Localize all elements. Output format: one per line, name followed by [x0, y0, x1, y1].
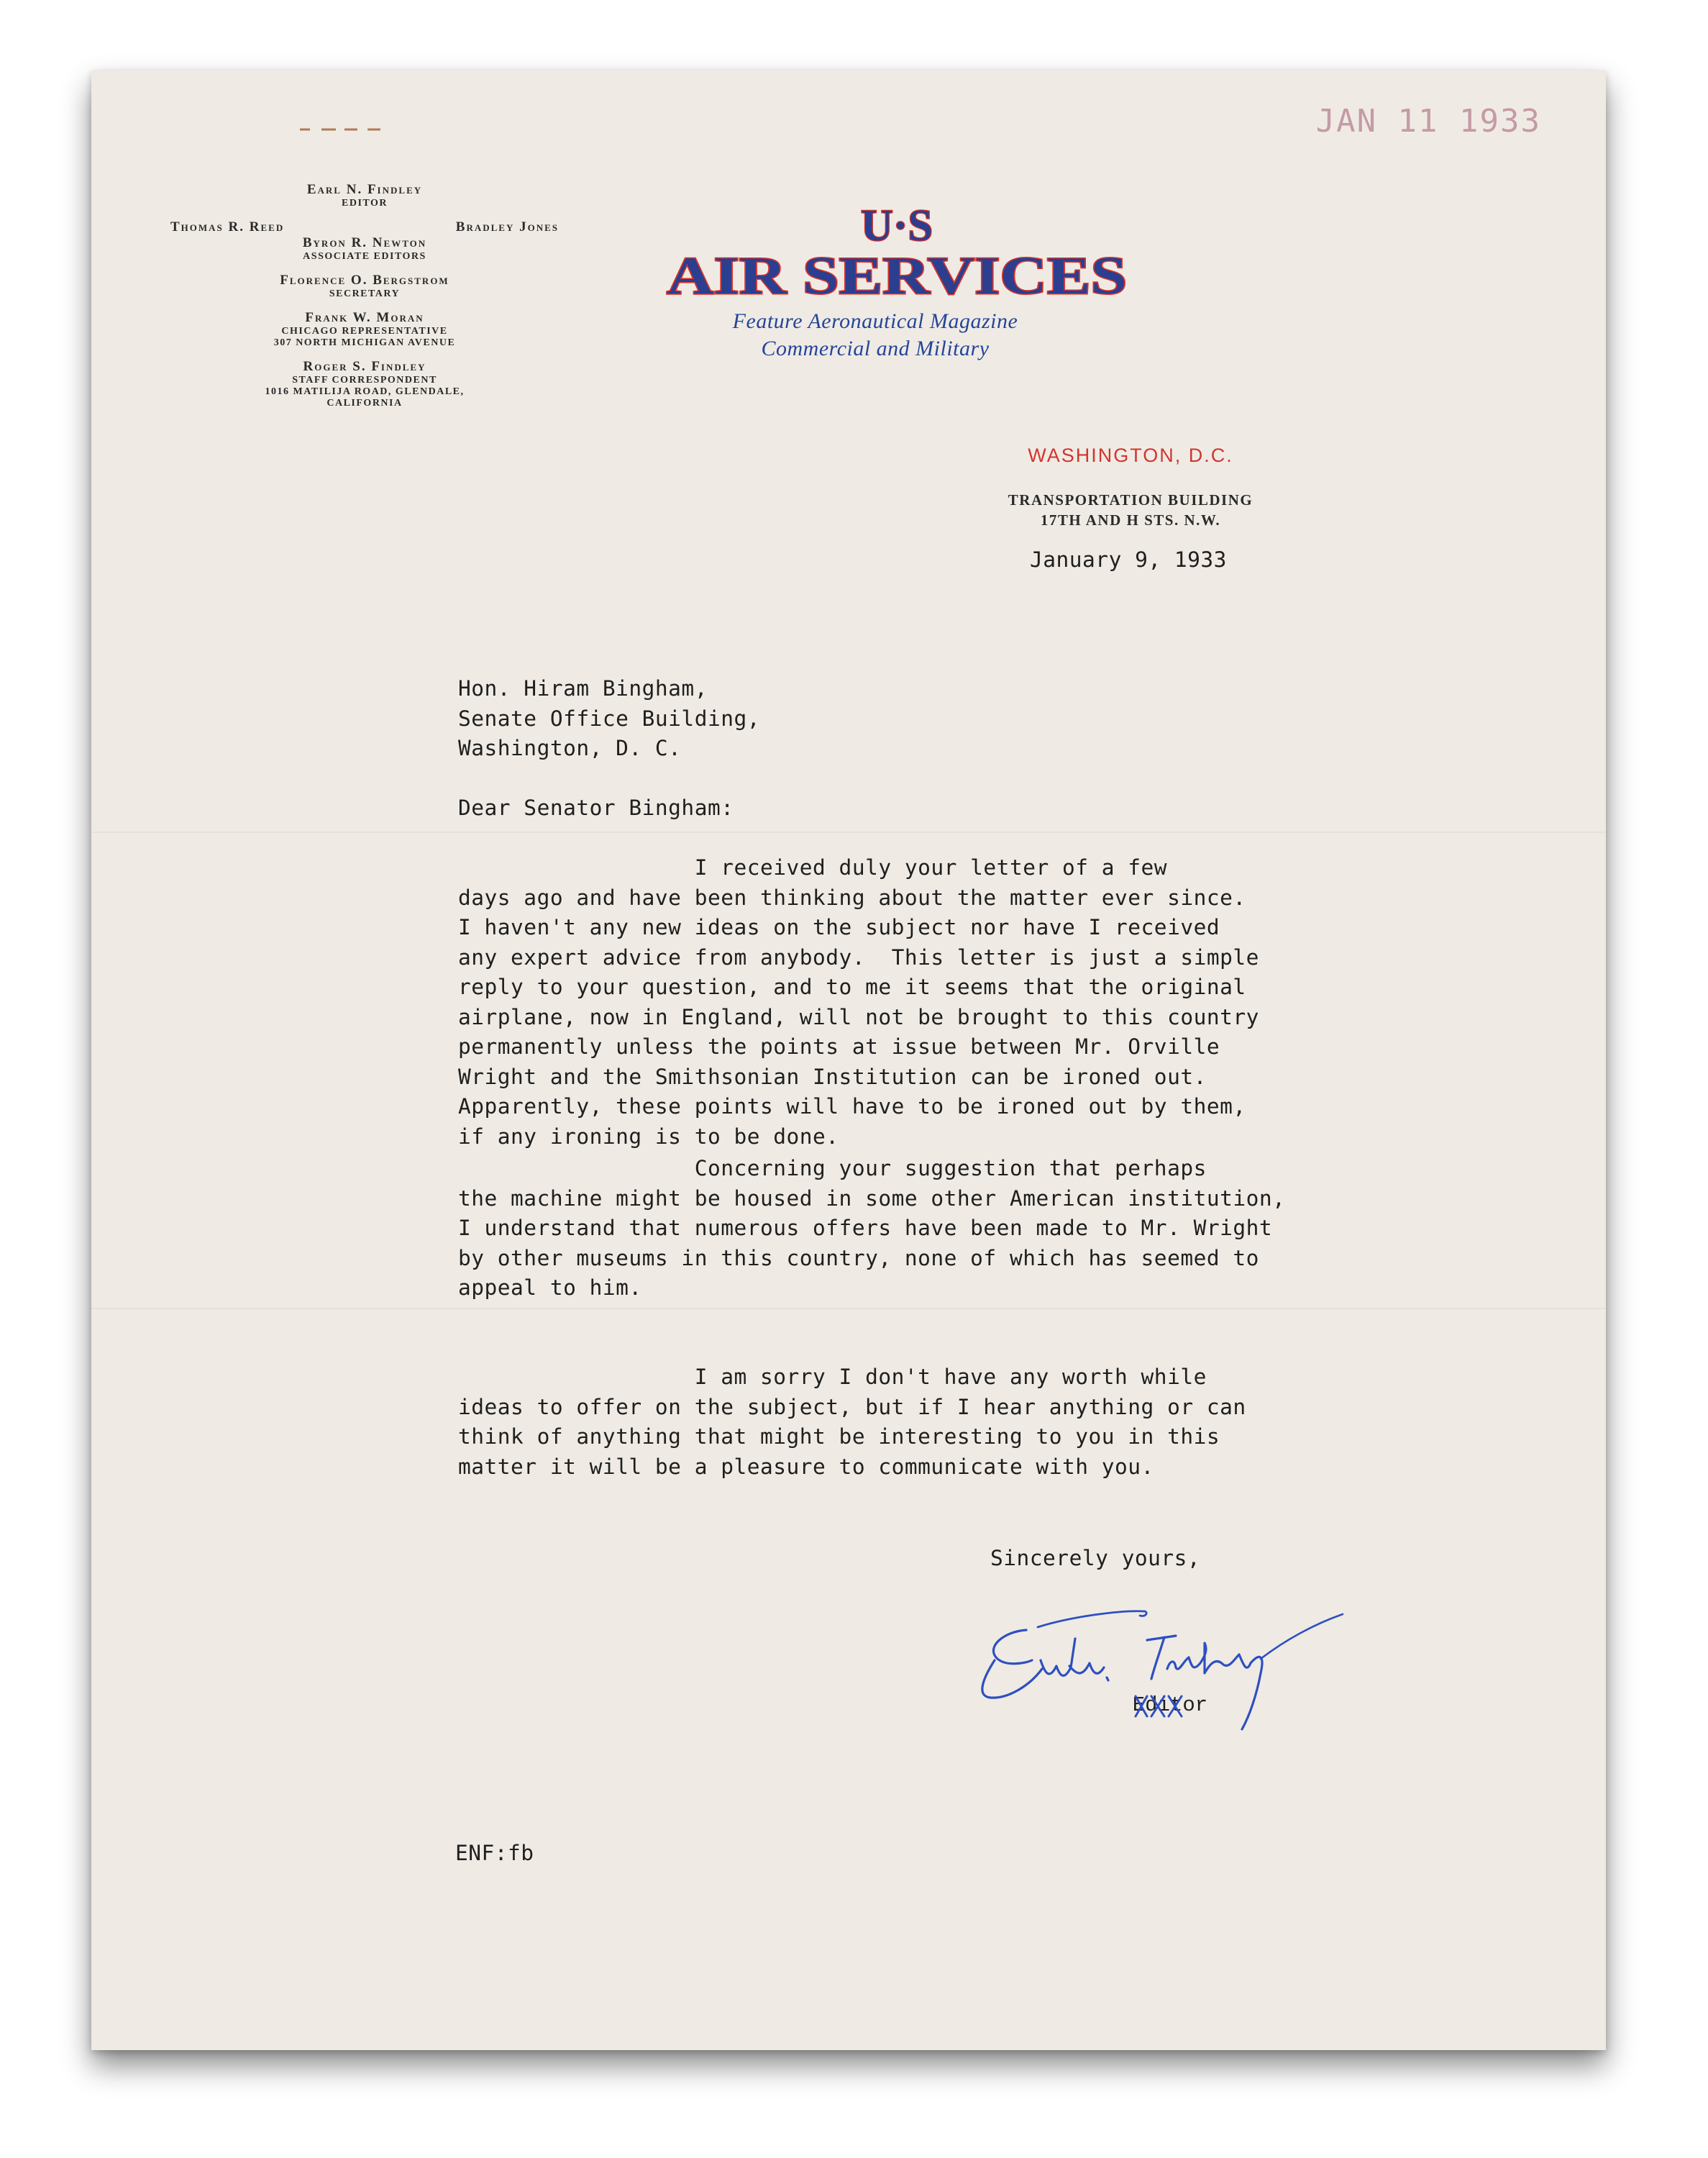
- handwritten-signature: [976, 1588, 1350, 1754]
- body-paragraph: I am sorry I don't have any worth while ideas to offer on the subject, but if I hear anything or can think of anything that might be interesting to you in this matter it will be a pleasure to communicate with you.: [458, 1365, 1246, 1479]
- associate-editor-name: Byron R. Newton: [302, 235, 427, 250]
- staff-correspondent-address: 1016 MATILIJA ROAD, GLENDALE,: [265, 386, 465, 397]
- associate-editor-name: Thomas R. Reed: [170, 219, 285, 235]
- typed-editor-title: Editor: [1132, 1693, 1208, 1717]
- recipient-address: Hon. Hiram Bingham, Senate Office Building, Washington, D. C.: [458, 676, 760, 760]
- associate-editors-title: ASSOCIATE EDITORS: [303, 250, 426, 262]
- letterhead-city: WASHINGTON, D.C.: [1028, 445, 1233, 466]
- chicago-rep-address: 307 NORTH MICHIGAN AVENUE: [273, 337, 456, 348]
- typist-initials: ENF:fb: [455, 1841, 534, 1865]
- paper-fold-line: [91, 832, 1606, 833]
- logo-tagline: [659, 308, 1091, 362]
- address-line: TRANSPORTATION BUILDING: [1008, 491, 1253, 509]
- salutation: Dear Senator Bingham:: [458, 796, 734, 820]
- chicago-rep-name: Frank W. Moran: [305, 309, 424, 325]
- paper-fold-line: [91, 1308, 1606, 1309]
- chicago-rep-title: CHICAGO REPRESENTATIVE: [281, 325, 448, 337]
- logo-air-services-text: AIR SERVICES: [667, 247, 1127, 306]
- masthead-staff-list: [170, 182, 559, 419]
- tagline-line: Feature Aeronautical Magazine: [732, 309, 1018, 333]
- address-line: 17TH AND H STS. N.W.: [1040, 511, 1221, 529]
- editor-name: Earl N. Findley: [306, 182, 423, 197]
- editor-title: EDITOR: [342, 197, 388, 209]
- staff-correspondent-address: CALIFORNIA: [326, 397, 403, 409]
- secretary-title: SECRETARY: [329, 288, 401, 299]
- us-air-services-logo: [652, 200, 1141, 308]
- letter-date: January 9, 1933: [1030, 547, 1227, 572]
- ink-smudge: [300, 127, 386, 132]
- logo-us-text: U·S: [861, 201, 933, 250]
- body-paragraph: Concerning your suggestion that perhaps the machine might be housed in some other American institution, I understand that numerous offers have been made to Mr. Wright by other museums in this country, none of which has seemed to appeal to him.: [458, 1156, 1286, 1300]
- complimentary-closing: Sincerely yours,: [990, 1546, 1201, 1570]
- staff-correspondent-name: Roger S. Findley: [303, 358, 426, 374]
- body-paragraph: I received duly your letter of a few days ago and have been thinking about the matter ever since. I haven't any new ideas on the subject nor have I received any expert advice from anybody. This letter is just a simple reply to your question, and to me it seems that the original airplane, now in England, will not be brought to this country permanently unless the points at issue between Mr. Orville Wright and the Smithsonian Institution can be ironed out. Apparently, these points will have to be ironed out by them, if any ironing is to be done.: [458, 855, 1259, 1149]
- letterhead-address: [929, 490, 1332, 531]
- secretary-name: Florence O. Bergstrom: [280, 272, 449, 288]
- staff-correspondent-title: STAFF CORRESPONDENT: [292, 374, 437, 386]
- associate-editor-name: Bradley Jones: [455, 219, 559, 235]
- tagline-line: Commercial and Military: [761, 336, 990, 360]
- received-date-stamp: JAN 11 1933: [1315, 103, 1541, 140]
- letter-page: [91, 70, 1606, 2050]
